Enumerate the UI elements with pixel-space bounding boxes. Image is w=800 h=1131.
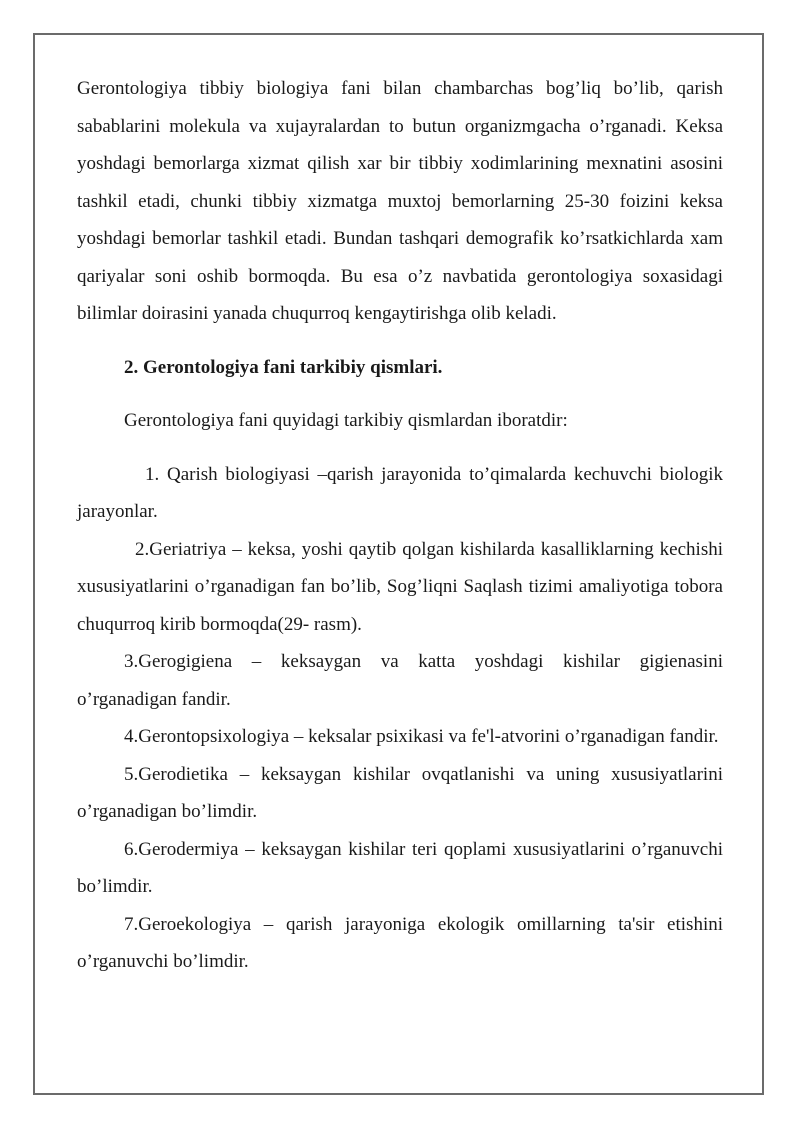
list-item-geroekologiya: 7.Geroekologiya – qarish jarayoniga ekologik omillarning ta'sir etishini o’rganuvchi bo’limdir.	[77, 913, 723, 972]
intro-paragraph: Gerontologiya tibbiy biologiya fani bilan chambarchas bog’liq bo’lib, qarish sabablarini molekula va xujayralardan to butun organizmgacha o’rganadi. Keksa yoshdagi bemorlarga xizmat qilish xar bir tibbiy xodimlarining mexnatini asosini tashkil etadi, chunki tibbiy xizmatga muxtoj bemorlarning 25-30 foizini keksa yoshdagi bemorlar tashkil etadi. Bundan tashqari demografik ko’rsatkichlarda xam qariyalar soni oshib bormoqda. Bu esa o’z navbatida gerontologiya soxasidagi bilimlar doirasini yanada chuqurroq kengaytirishga olib keladi.	[77, 78, 723, 324]
list-item-gerodietika: 5.Gerodietika – keksaygan kishilar ovqatlanishi va uning xususiyatlarini o’rganadigan bo’limdir.	[77, 763, 723, 822]
list-item-gerontopsixologiya: 4.Gerontopsixologiya – keksalar psixikasi va fe'l-atvorini o’rganadigan fandir.	[124, 726, 719, 747]
list-item-gerogigiena: 3.Gerogigiena – keksaygan va katta yoshdagi kishilar gigienasini o’rganadigan fandir.	[77, 651, 723, 710]
list-item-gerodermiya: 6.Gerodermiya – keksaygan kishilar teri qoplami xususiyatlarini o’rganuvchi bo’limdir.	[77, 838, 723, 897]
document-body	[77, 70, 723, 981]
list-item-geriatriya: 2.Geriatriya – keksa, yoshi qaytib qolgan kishilarda kasalliklarning kechishi xususiyatlarini o’rganadigan fan bo’lib, Sog’liqni Saqlash tizimi amaliyotiga tobora chuqurroq kirib bormoqda(29- rasm).	[77, 538, 723, 635]
list-item-qarish-biologiyasi: 1. Qarish biologiyasi –qarish jarayonida to’qimalarda kechuvchi biologik jarayonlar.	[77, 463, 723, 522]
lead-sentence: Gerontologiya fani quyidagi tarkibiy qismlardan iboratdir:	[124, 410, 568, 431]
section-heading: 2. Gerontologiya fani tarkibiy qismlari.	[124, 356, 443, 378]
